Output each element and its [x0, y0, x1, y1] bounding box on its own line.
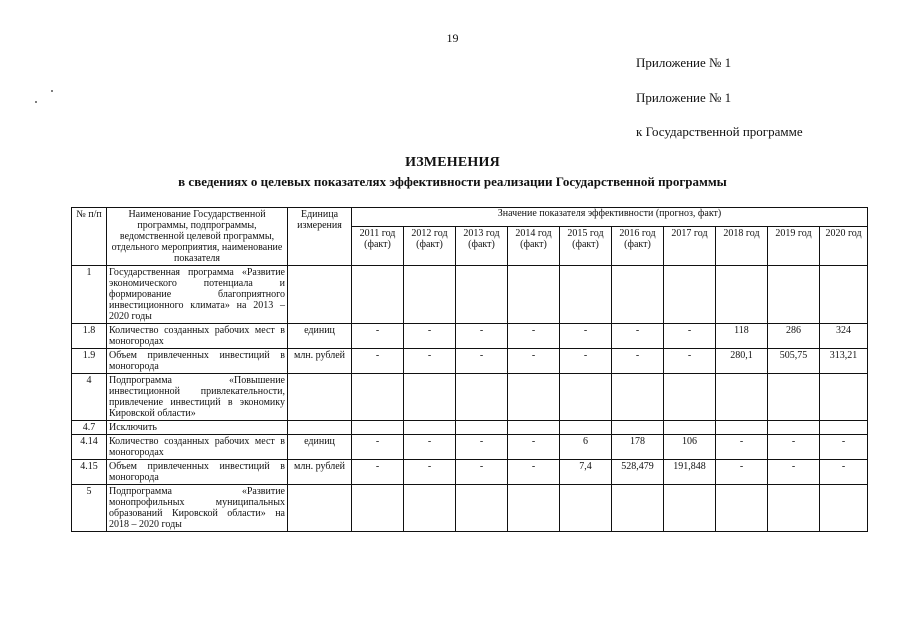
row-value: -	[560, 324, 612, 349]
row-value	[560, 266, 612, 324]
header-year: 2013 год (факт)	[456, 226, 508, 265]
row-value	[768, 374, 820, 421]
row-value	[664, 421, 716, 435]
row-unit	[288, 485, 352, 532]
row-value: -	[508, 324, 560, 349]
row-value	[612, 485, 664, 532]
header-year: 2017 год	[664, 226, 716, 265]
header-values-group: Значение показателя эффективности (прогноз, факт)	[352, 208, 868, 227]
row-value: -	[560, 349, 612, 374]
row-value: -	[352, 349, 404, 374]
row-value	[404, 266, 456, 324]
header-year: 2012 год (факт)	[404, 226, 456, 265]
row-value	[820, 421, 868, 435]
row-name: Исключить	[107, 421, 288, 435]
row-name: Количество созданных рабочих мест в моногородах	[107, 324, 288, 349]
row-value: -	[820, 460, 868, 485]
table-row	[72, 435, 868, 460]
row-unit: млн. рублей	[288, 349, 352, 374]
row-value: 324	[820, 324, 868, 349]
scan-speck	[35, 101, 37, 103]
row-value: -	[768, 460, 820, 485]
row-number: 5	[72, 485, 107, 532]
row-unit	[288, 421, 352, 435]
row-number: 1.9	[72, 349, 107, 374]
header-unit: Единица измерения	[288, 208, 352, 266]
table-row	[72, 324, 868, 349]
row-value: -	[508, 435, 560, 460]
row-value: 286	[768, 324, 820, 349]
row-name: Объем привлеченных инвестиций в моногорода	[107, 349, 288, 374]
row-value: 313,21	[820, 349, 868, 374]
row-number: 4.15	[72, 460, 107, 485]
row-unit: единиц	[288, 324, 352, 349]
row-value	[664, 485, 716, 532]
row-value	[352, 266, 404, 324]
header-year: 2011 год (факт)	[352, 226, 404, 265]
row-value: -	[508, 460, 560, 485]
row-value: -	[404, 324, 456, 349]
row-value	[716, 374, 768, 421]
row-value	[404, 374, 456, 421]
row-value	[404, 421, 456, 435]
table-row	[72, 421, 868, 435]
row-value	[768, 421, 820, 435]
row-value	[664, 374, 716, 421]
row-value	[352, 374, 404, 421]
row-number: 4.7	[72, 421, 107, 435]
row-value	[820, 266, 868, 324]
row-name: Подпрограмма «Повышение инвестиционной привлекательности, привлечение инвестиций в экономику Кировской области»	[107, 374, 288, 421]
row-value: -	[456, 324, 508, 349]
row-value	[404, 485, 456, 532]
table-header-row	[72, 208, 868, 227]
row-value: 6	[560, 435, 612, 460]
row-value	[560, 421, 612, 435]
row-value	[456, 485, 508, 532]
row-value	[716, 421, 768, 435]
row-value	[768, 485, 820, 532]
row-number: 1	[72, 266, 107, 324]
row-value	[768, 266, 820, 324]
header-year: 2018 год	[716, 226, 768, 265]
row-value: -	[768, 435, 820, 460]
row-number: 4.14	[72, 435, 107, 460]
row-value	[560, 485, 612, 532]
header-year: 2020 год	[820, 226, 868, 265]
row-value: -	[820, 435, 868, 460]
row-value	[508, 266, 560, 324]
row-value	[612, 421, 664, 435]
row-name: Подпрограмма «Развитие монопрофильных муниципальных образований Кировской области» на 2018 – 2020 годы	[107, 485, 288, 532]
row-value: -	[352, 324, 404, 349]
row-value: -	[404, 349, 456, 374]
row-name: Государственная программа «Развитие экономического потенциала и формирование благоприятного инвестиционного климата» на 2013 – 2020 годы	[107, 266, 288, 324]
document-title: ИЗМЕНЕНИЯ	[405, 155, 500, 170]
table-row	[72, 349, 868, 374]
table-row	[72, 485, 868, 532]
row-value: -	[612, 349, 664, 374]
row-value: 191,848	[664, 460, 716, 485]
row-value: -	[612, 324, 664, 349]
table-row	[72, 460, 868, 485]
row-value: -	[404, 435, 456, 460]
row-value: -	[664, 324, 716, 349]
row-name: Объем привлеченных инвестиций в моногорода	[107, 460, 288, 485]
row-value: -	[404, 460, 456, 485]
appendix-label: Приложение № 1	[636, 55, 732, 70]
row-value: -	[664, 349, 716, 374]
table-row	[72, 266, 868, 324]
row-value	[560, 374, 612, 421]
header-name: Наименование Государственной программы, подпрограммы, ведомственной целевой программы, отдельного мероприятия, наименование показателя	[107, 208, 288, 266]
row-value: -	[456, 435, 508, 460]
indicators-table	[71, 207, 868, 532]
row-value: -	[352, 460, 404, 485]
row-value	[456, 266, 508, 324]
row-value	[456, 374, 508, 421]
row-value: 106	[664, 435, 716, 460]
row-value	[820, 374, 868, 421]
row-value: 505,75	[768, 349, 820, 374]
document-subtitle: в сведениях о целевых показателях эффективности реализации Государственной программы	[178, 174, 727, 189]
page-number: 19	[446, 31, 459, 45]
row-value	[352, 485, 404, 532]
row-unit	[288, 266, 352, 324]
row-value	[612, 374, 664, 421]
row-value: -	[352, 435, 404, 460]
row-value: 7,4	[560, 460, 612, 485]
row-value	[508, 374, 560, 421]
scan-speck	[51, 90, 53, 92]
row-name: Количество созданных рабочих мест в моногородах	[107, 435, 288, 460]
row-number: 4	[72, 374, 107, 421]
table-row	[72, 374, 868, 421]
row-value: -	[456, 460, 508, 485]
row-value: 178	[612, 435, 664, 460]
row-value	[508, 421, 560, 435]
row-number: 1.8	[72, 324, 107, 349]
row-value: 528,479	[612, 460, 664, 485]
header-year: 2015 год (факт)	[560, 226, 612, 265]
row-value: 118	[716, 324, 768, 349]
row-value: -	[716, 435, 768, 460]
row-value	[508, 485, 560, 532]
row-unit: млн. рублей	[288, 460, 352, 485]
row-value	[612, 266, 664, 324]
appendix-reference: к Государственной программе	[636, 124, 803, 139]
row-value: -	[716, 460, 768, 485]
row-value	[820, 485, 868, 532]
row-value	[716, 485, 768, 532]
row-unit	[288, 374, 352, 421]
row-unit: единиц	[288, 435, 352, 460]
row-value: 280,1	[716, 349, 768, 374]
header-year: 2014 год (факт)	[508, 226, 560, 265]
row-value	[456, 421, 508, 435]
header-year: 2019 год	[768, 226, 820, 265]
row-value: -	[508, 349, 560, 374]
row-value	[716, 266, 768, 324]
row-value: -	[456, 349, 508, 374]
header-year: 2016 год (факт)	[612, 226, 664, 265]
row-value	[664, 266, 716, 324]
appendix-label: Приложение № 1	[636, 90, 732, 105]
row-value	[352, 421, 404, 435]
header-num: № п/п	[72, 208, 107, 266]
